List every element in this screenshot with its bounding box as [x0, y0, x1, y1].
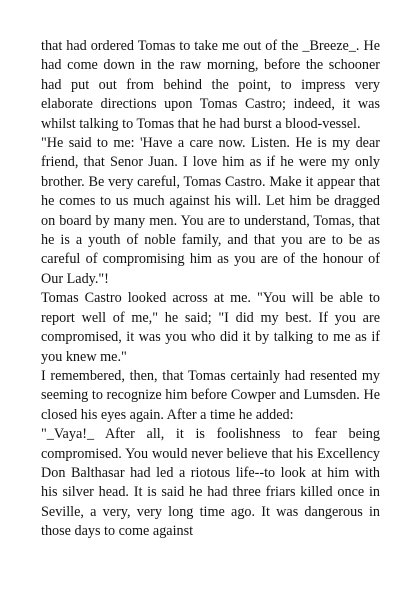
paragraph-2: "He said to me: 'Have a care now. Listen. He is my dear friend, that Senor Juan. I love him as if he were my only brother. Be very careful, Tomas Castro. Make it appear that he comes to us much against his will. Let him be dragged on board by many men. You are to understand, Tomas, that he is a youth of noble family, and that you are to be as careful of compromising him as you are of the honour of Our Lady."! — [41, 135, 380, 287]
paragraph-5: "_Vaya!_ After all, it is foolishness to fear being compromised. You would never believe that his Excellency Don Balthasar had led a riotous life--to look at him with his silver head. It is said he had three friars killed once in Seville, a very, very long time ago. It was dangerous in those days to come against — [41, 426, 380, 540]
paragraph-4: I remembered, then, that Tomas certainly had resented my seeming to recognize him before Cowper and Lumsden. He closed his eyes again. After a time he added: — [41, 367, 380, 423]
paragraph-1: that had ordered Tomas to take me out of the _Breeze_. He had come down in the raw morning, before the schooner had put out from behind the point, to impress very elaborate directions upon Tomas Castro; indeed, it was whilst talking to Tomas that he had burst a blood-vessel. — [41, 38, 380, 132]
paragraph-3: Tomas Castro looked across at me. "You will be able to report well of me," he said; "I did my best. If you are compromised, it was you who did it by talking to me as if you knew me." — [41, 290, 380, 365]
